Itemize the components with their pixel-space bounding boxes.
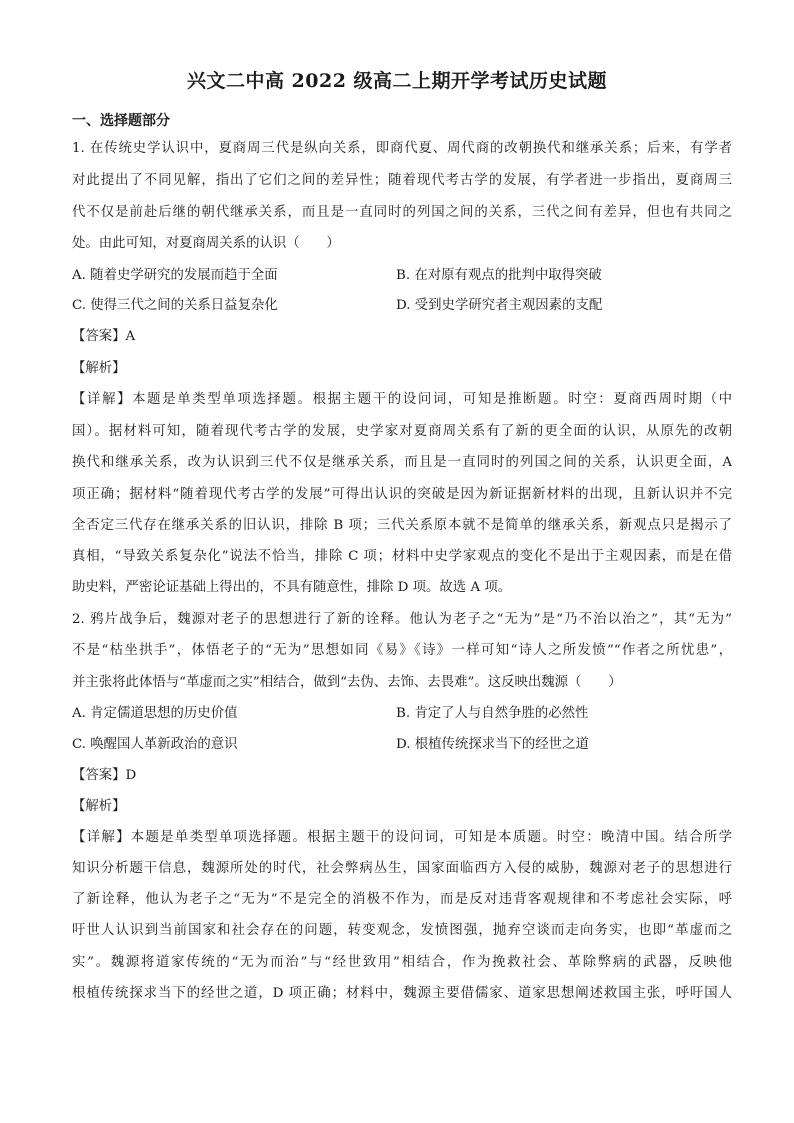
q1-detail-line: 国）。据材料可知，随着现代考古学的发展，史学家对夏商周关系有了新的更全面的认识，从原先的改朝 [72, 424, 732, 439]
q2-detail-line: 【详解】本题是单类型单项选择题。根据主题干的设问词，可知是本质题。时空：晚清中国。结合所学 [72, 830, 732, 845]
q1-detail-line: 助史料，严密论证基础上得出的，不具有随意性，排除 D 项。故选 A 项。 [72, 580, 512, 595]
q2-line: 2. 鸦片战争后，魏源对老子的思想进行了新的诠释。他认为老子之“无为”是“乃不治以治之”，其“无为” [72, 612, 732, 627]
q2-option-a: A. 肯定儒道思想的历史价值 [72, 706, 238, 721]
q2-option-c: C. 唤醒国人革新政治的意识 [72, 737, 238, 752]
section-heading: 一、选择题部分 [72, 113, 170, 129]
q2-detail-line: 了新诠释，他认为老子之“无为”不是完全的消极不作为，而是反对违背客观规律和不考虑社会实际，呼 [72, 892, 732, 907]
q2-answer: 【答案】D [72, 768, 137, 783]
q1-option-a: A. 随着史学研究的发展而趋于全面 [72, 268, 278, 283]
q1-detail-line: 换代和继承关系，改为认识到三代不仅是继承关系，而且是一直同时的列国之间的关系，认识更全面，A [72, 455, 732, 470]
q1-option-c: C. 使得三代之间的关系日益复杂化 [72, 298, 278, 313]
q2-detail-line: 实”。魏源将道家传统的“无为而治”与“经世致用”相结合，作为挽救社会、革除弊病的武器，反映他 [72, 955, 732, 970]
q2-analysis-label: 【解析】 [72, 799, 126, 814]
q1-detail-line: 全否定三代存在继承关系的旧认识，排除 B 项；三代关系原本就不是简单的继承关系，新观点只是揭示了 [72, 518, 732, 533]
q1-option-d: D. 受到史学研究者主观因素的支配 [396, 298, 603, 313]
q1-analysis-label: 【解析】 [72, 361, 126, 376]
q1-answer: 【答案】A [72, 329, 136, 344]
q1-detail-line: 项正确；据材料“随着现代考古学的发展”可得出认识的突破是因为新证据新材料的出现，且新认识并不完 [72, 487, 732, 502]
q1-line: 代不仅是前赴后继的朝代继承关系，而且是一直同时的列国之间的关系，三代之间有差异，但也有共同之 [72, 205, 732, 220]
q2-detail-line: 知识分析题干信息，魏源所处的时代，社会弊病丛生，国家面临西方入侵的威胁，魏源对老子的思想进行 [72, 861, 732, 876]
page-title: 兴文二中高 2022 级高二上期开学考试历史试题 [186, 70, 608, 92]
q2-option-d: D. 根植传统探求当下的经世之道 [396, 737, 589, 752]
q2-detail-line: 根植传统探求当下的经世之道，D 项正确；材料中，魏源主要借儒家、道家思想阐述救国主张，呼吁国人 [72, 986, 732, 1001]
q1-line: 对此提出了不同见解，指出了它们之间的差异性；随着现代考古学的发展，有学者进一步指出，夏商周三 [72, 173, 732, 188]
q2-line: 不是“枯坐拱手”，体悟老子的“无为”思想如同《易》《诗》一样可知“诗人之所发愤”“作者之所忧患”， [72, 643, 732, 658]
q1-detail-line: 真相，“导致关系复杂化”说法不恰当，排除 C 项；材料中史学家观点的变化不是出于主观因素，而是在借 [72, 549, 732, 564]
q2-line: 并主张将此体悟与“革虚而之实”相结合，做到“去伪、去饰、去畏难”。这反映出魏源（ ） [72, 675, 622, 690]
q1-option-b: B. 在对原有观点的批判中取得突破 [396, 268, 602, 283]
q2-option-b: B. 肯定了人与自然争胜的必然性 [396, 706, 589, 721]
q1-line: 1. 在传统史学认识中，夏商周三代是纵向关系，即商代夏、周代商的改朝换代和继承关系；后来，有学者 [72, 141, 732, 156]
q1-detail-line: 【详解】本题是单类型单项选择题。根据主题干的设问词，可知是推断题。时空：夏商西周时期（中 [72, 392, 732, 407]
q1-line: 处。由此可知，对夏商周关系的认识（ ） [72, 236, 340, 251]
q2-detail-line: 吁世人认识到当前国家和社会存在的问题，转变观念，发愤图强，抛弃空谈而走向务实，也即“革虚而之 [72, 923, 732, 938]
